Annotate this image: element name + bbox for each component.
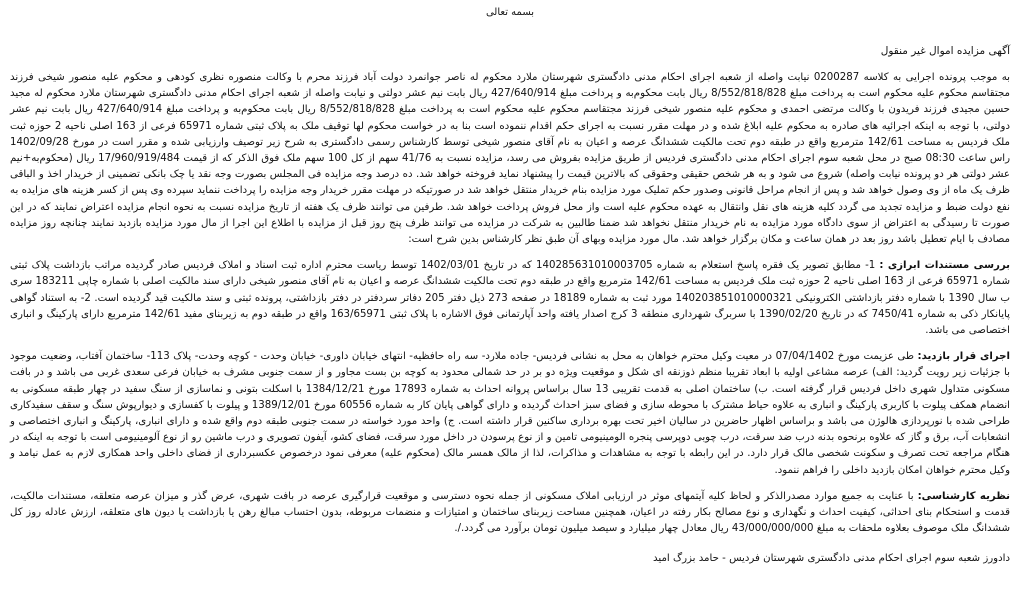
signature-line: دادورز شعبه سوم اجرای احکام مدنی دادگستری شهرستان فردیس - حامد بزرگ امید <box>653 553 1010 565</box>
notice-title: آگهی مزایده اموال غیر منقول <box>880 45 1010 57</box>
registry-lead: بررسی مستندات ابرازی : <box>879 260 1010 272</box>
registry-paragraph <box>10 258 1010 339</box>
intro-paragraph: به موجب پرونده اجرایی به کلاسه 0200287 نیابت واصله از شعبه اجرای احکام مدنی دادگستری شهرستان ملارد محکوم له ناصر جوانمرد دولت آباد فرزند محرم با وکالت منصوره نظری کودهی و محکوم علیه منصور شیخی فرزند مجتقاسم محکوم علیه محکوم است به پرداخت مبلغ 8/552/818/828 ریال بابت محکوم‌به و پرداخت مبلغ 427/640/914 ریال بابت نیم عشر دولتی و نیابت واصله از شعبه اجرای احکام مدنی دادگستری شهرستان ملارد محکوم له مجید حسین مجیدی فرزند فریدون با وکالت مرتضی احمدی و محکوم علیه منصور شیخی فرزند مجتقاسم محکوم علیه محکوم است به پرداخت مبلغ 8/552/818/828 ریال بابت محکوم‌به و پرداخت مبلغ 427/640/914 ریال بابت نیم عشر دولتی، با توجه به اینکه اجرائیه های صادره به محکوم علیه ابلاغ شده و در مهلت مقرر نسبت به اجرای حکم اقدام ننموده است بنا به در خواست محکوم لها توقیف ملک به پلاک ثبتی شماره 65971 فرعی از 163 اصلی ناحیه 2 حوزه ثبت ملک فردیس به مساحت 142/61 مترمربع واقع در طبقه دوم تحت مالکیت ششدانگ عرصه و اعیان به نام آقای منصور شیخی توسط کارشناس رسمی دادگستری به شرح زیر توصیف وارزیابی شده و مقرر است در مورخ 1402/09/28 راس ساعت 08:30 صبح در محل شعبه سوم اجرای احکام مدنی دادگستری فردیس از طریق مزایده بفروش می رسد، مزایده نسبت به 41/76 سهم از کل 100 سهم ملک فوق الذکر که از قیمت 17/960/919/484 ریال (محکوم‌به+نیم عشر دولتی هر دو پرونده نیابت واصله) شروع می شود و به هر شخص حقیقی وحقوقی که بالاترین قیمت را پیشنهاد نماید فروخته خواهد شد. ده درصد وجه مزایده فی المجلس بصورت وجه نقد یا چک بانکی تضمینی از خریدار اخذ و الباقی ظرف یک ماه از وی وصول خواهد شد و پس از انجام مراحل قانونی وصدور حکم تملیک مورد مزایده بنام خریدار منتقل خواهد شد در صورتیکه در مهلت مقرر خریدار وجه مزایده را پرداخت ننماید سپرده وی پس از کسر هزینه های مزایده به نفع دولت ضبط و مزایده تجدید می گردد کلیه هزینه های نقل وانتقال به عهده محکوم علیه است واز محل فروش پرداخت خواهد شد. طرفین می توانند ظرف یک هفته از تاریخ مزایده نسبت به نحوه انجام مزایده اعتراض نمایند که در این صورت تا رسیدگی به اعتراض از سوی دادگاه مورد مزایده به نام خریدار منتقل نخواهد شد ضمنا طالبین به شرکت در مزایده می توانند ظرف پنج روز قبل از مزایده با اطلاع این اجرا از مال مورد مزایده بازدید نمایند چنانچه روز مزایده مصادف با ایام تعطیل باشد روز بعد در همان ساعت و مکان برگزار خواهد شد. مال مورد مزایده وبهای آن طبق نظر کارشناس بدین شرح است: <box>10 72 1011 246</box>
auction-notice <box>10 6 1010 586</box>
basmala-heading: بسمه تعالی <box>485 7 535 18</box>
expert-lead: نظریه کارشناسی: <box>917 490 1010 502</box>
visit-paragraph <box>10 349 1010 479</box>
expert-paragraph <box>10 489 1010 538</box>
expert-text: با عنایت به جمیع موارد مصدرالذکر و لحاظ کلیه آیتمهای موثر در ارزیابی املاک مسکونی از جمله نحوه دسترسی و موقعیت قرارگیری عرصه در بافت شهری، عرض گذر و میزان عرصه متعلقه، مستندات مالکیت، قدمت و استحکام بنای احداثی، کیفیت احداث و نگهداری و نوع مصالح بکار رفته در اعیان، همچنین مساحت زیربنای ساختمان و امتیازات و منضمات مربوطه، بدون احتساب مبالغ رهن یا بازداشت یا دیون های متعلقه، ارزش عادله روز کل ششدانگ ملک موصوف بعلاوه ملحقات به مبلغ 43/000/000/000 ریال معادل چهار میلیارد و سیصد میلیون تومان برآورد می گردد./. <box>10 490 1010 535</box>
visit-lead: اجرای قرار بازدید: <box>917 351 1010 363</box>
visit-text: طی عزیمت مورخ 07/04/1402 در معیت وکیل محترم خواهان به محل به نشانی فردیس- جاده ملارد- سه راه حافظیه- انتهای خیابان داوری- خیابان وحدت - کوچه وحدت- پلاک 113- ساختمان آفتاب، وضعیت موجود با جزئیات زیر رویت گردید: الف) عرصه مشاعی اولیه با ابعاد تقریبا منظم ذوزنقه ای شکل و موقعیت ویژه دو بر در حد شمالی محدود به کوچه بن بست مجاور و از سمت جنوبی مشرف به خیابان فرعی سعدی غربی می باشد و در بافت مسکونی متداول شهری داخل فردیس قرار گرفته است. ب) ساختمان اصلی به قدمت تقریبی 13 سال براساس پروانه احداث به شماره 17893 مورخ 1384/12/21 با اسکلت بتونی و نماسازی از سنگ سفید در چهار طبقه مسکونی به انضمام همکف پیلوت با کاربری پارکینگ و انباری به علاوه حیاط مشترک با محوطه سازی و فضای سبز احداث گردیده و دارای گواهی پایان کار به شماره 60556 مورخ 1389/12/01 و پیلوت با کفسازی و دیوارپوش سنگ و سقف سفیدکاری طراحی شده با نورپردازی هالوژن می باشد و براساس اظهار حاضرین در سالیان اخیر تحت بهره برداری ساکنین قرار داشته است. ج) واحد مورد خواسته در سمت جنوبی طبقه دوم واقع شده و دارای انباری، پارکینگ و انباری اختصاصی و انشعابات آب، برق و گاز که علاوه برنحوه بدنه درب ضد سرقت، درب چوبی دوپرسی پنجره الومینیومی تامین و از نوع پرسودن در داخل مورد سرقت، فضای کشو، آیفون تصویری و درب ماشین رو از نوع آلومینیومی است با توجه به اینکه در هنگام مراجعه تحت تصرف و سکونت شخصی مالک قرار دارد. در این رابطه با توجه به مشاهدات و مذاکرات، لذا از مالک همسر مالک (محکوم علیه) معرفی نمود درخصوص عکسبرداری از فضای داخلی واحد همکاری لازم به عمل نیامد و وکیل محترم خواهان امکان بازدید داخلی را فراهم ننمود. <box>10 351 1010 476</box>
registry-text: 1- مطابق تصویر یک فقره پاسخ استعلام به شماره 140285631010003705 که در تاریخ 1402/03/01 توسط ریاست محترم اداره ثبت اسناد و املاک فردیس صادر گردیده مراتب بازداشت پلاک ثبتی شماره 65971 فرعی از 163 اصلی ناحیه 2 حوزه ثبت ملک فردیس به مساحت 142/61 مترمربع واقع در طبقه دوم تحت مالکیت ششدانگ عرصه و اعیان به نام آقای منصور شیخی دارای سند مالکیت اصلی با شماره چاپی 183211 سری ب سال 1390 با شماره دفتر بازداشتی الکترونیکی 140203851010000321 مورد ثبت به شماره 18189 در صفحه 273 ذیل دفتر 205 دفاتر سردفتر در دفتر بازداشتی، پرونده ثبتی و سند مالکیت قید گردیده است. 2- به استناد گواهی پایانکار ذکی به شماره 7450/41 که در تاریخ 1390/02/20 با سربرگ شهرداری منطقه 3 کرج اصدار یافته واحد آپارتمانی فوق الاشاره با پلاک ثبتی 163/65971 واقع در طبقه دوم به زیربنای مفید 142/61 مترمربع دارای پارکینگ و انباری اختصاصی می باشد. <box>10 260 1011 337</box>
